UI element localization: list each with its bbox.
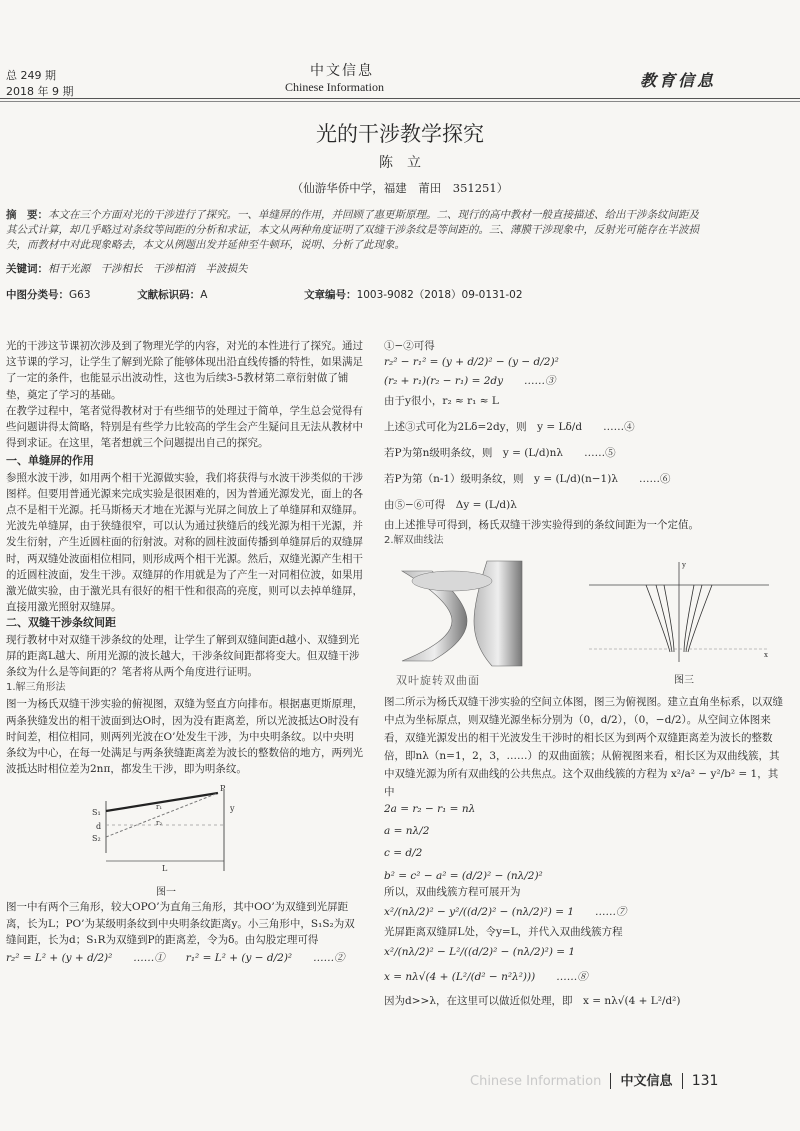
section-1-title: 一、单缝屏的作用	[6, 454, 94, 468]
issue-number: 总 249 期	[6, 69, 56, 82]
figure-1	[6, 781, 364, 899]
header-rule-2	[0, 101, 800, 102]
subsection-1-title: 1.解三角形法	[6, 682, 66, 694]
affiliation: （仙游华侨中学，福建 莆田 351251）	[291, 181, 509, 195]
eq-line-10: 因为d>>λ，在这里可以做近似处理，即 x = nλ√(4 + L²/d²)	[384, 994, 681, 1007]
svg-text:r₁: r₁	[156, 803, 163, 812]
classification	[6, 288, 706, 303]
eq-line-2: 由于y很小，r₂ ≈ r₁ ≈ L	[384, 394, 499, 407]
keywords-text: 相干光源 干涉相长 干涉相消 半波损失	[48, 263, 248, 275]
author: 陈 立	[379, 155, 421, 171]
eq-line-8: 所以，双曲线簇方程可展开为	[384, 885, 521, 898]
article-label: 文章编号：	[304, 289, 357, 301]
issue-date: 2018 年 9 期	[6, 85, 74, 98]
eq-line-3: 上述③式可化为2Lδ=2dy，则 y = Lδ/d ……④	[384, 420, 635, 433]
eq-line-4: 若P为第n级明条纹，则 y = (L/d)nλ ……⑤	[384, 447, 616, 460]
equation-1-2: r₂² = L² + (y + d/2)² ……① r₁² = L² + (y − d/2)² ……②	[6, 952, 345, 965]
eq-line-6: 由⑤−⑥可得 Δy = (L/d)λ	[384, 499, 517, 512]
svg-text:r₂: r₂	[156, 819, 163, 828]
footer	[470, 1070, 790, 1092]
journal-title-cn: 中文信息	[310, 63, 374, 79]
doc-value: A	[200, 289, 208, 301]
footer-divider-2	[682, 1073, 683, 1089]
keywords	[6, 262, 706, 277]
equation-g: x²/(nλ/2)² − y²/((d/2)² − (nλ/2)²) = 1 ……⑦	[384, 906, 627, 919]
svg-text:d: d	[96, 822, 102, 832]
abstract-label: 摘 要：	[6, 209, 48, 221]
abstract	[6, 208, 706, 253]
subsection-2-title: 2.解双曲线法	[384, 534, 444, 546]
section-2-text: 现行教材中对双缝干涉条纹的处理，让学生了解到双缝间距d越小、双缝到光屏的距离L越大、所用光源的波长越大，干涉条纹间距都将变大。但双缝干涉条纹为什么是等间距的？笔者将从两个角度进行证明。	[6, 633, 360, 679]
article-value: 1003-9082（2018）09-0131-02	[356, 289, 523, 301]
eq-line-1: ①−②可得	[384, 340, 435, 352]
svg-text:y: y	[682, 561, 686, 570]
svg-text:y: y	[230, 804, 235, 814]
figure-1-diagram	[6, 781, 364, 885]
eq-line-5: 若P为第（n-1）级明条纹，则 y = (L/d)(n−1)λ ……⑥	[384, 473, 671, 486]
equation-a: r₂² − r₁² = (y + d/2)² − (y − d/2)²	[384, 356, 559, 369]
section-1-text: 参照水波干涉，如用两个相干光源做实验，我们将获得与水波干涉类似的干涉图样。但要用普通光源来完成实验是很困难的，因为普通光源发光，面上的各点不是相干光源。托马斯杨天才地在光源与光屏之间放上了单缝屏和双缝屏。光波先单缝屏，由于狭缝很窄，可以认为通过狭缝后的线光源为相干光源，并发生衍射，产生近圆柱面的衍射波。对称的圆柱波面传播到单缝屏后的双缝屏时，两双缝处波面相位相同，则形成两个相干光源。然后，双缝光源产生相干的近圆柱波面，发生干涉。双缝屏的作用就是为了产生一对同相位波，如果用激光做实验，由于激光具有很好的相干性和很高的亮度，则可以去掉单缝屏，直接用激光照射双缝屏。	[6, 471, 363, 614]
figure-3-caption: 图三	[674, 675, 694, 687]
doc-label: 文献标识码：	[137, 289, 201, 301]
right-column	[384, 338, 784, 1058]
intro-paragraph: 光的干涉这节课初次涉及到了物理光学的内容，对光的本性进行了探究。通过这节课的学习，让学生了解到光除了能够体现出沿直线传播的特性，如果满足了一定的条件，也能显示出波动性，这也为后续3-5教材第二章衍射做了铺垫，奠定了学习的基础。	[6, 340, 363, 401]
clc-label: 中图分类号：	[6, 289, 69, 301]
svg-text:x: x	[764, 651, 768, 660]
left-column	[6, 338, 364, 1058]
equation-f: b² = c² − a² = (d/2)² − (nλ/2)²	[384, 869, 543, 882]
footer-journal-cn: 中文信息	[620, 1074, 673, 1089]
svg-text:L: L	[162, 864, 168, 874]
clc-value: G63	[69, 289, 91, 301]
equation-i: x = nλ√(4 + (L²/(d² − n²λ²))) ……⑧	[384, 970, 588, 983]
footer-divider	[610, 1073, 611, 1089]
svg-text:P: P	[220, 784, 226, 794]
equation-h: x²/(nλ/2)² − L²/((d/2)² − (nλ/2)²) = 1	[384, 946, 576, 959]
figure-2-hyperboloid	[392, 551, 532, 671]
figure-3-hyperbolas	[584, 557, 774, 667]
figure-2-caption: 双叶旋转双曲面	[396, 674, 480, 688]
svg-text:S₂: S₂	[92, 834, 101, 844]
equation-d: a = nλ/2	[384, 825, 430, 838]
article-title: 光的干涉教学探究	[316, 122, 484, 146]
hyperbola-paragraph: 图二所示为杨氏双缝干涉实验的空间立体图，图三为俯视图。建立直角坐标系，以双缝中点为坐标原点，则双缝光源坐标分别为（0，d/2），（0，−d/2）。从空间立体图来看，双缝光源发出的相干光波发生干涉时的相长区为到两个双缝距离差为波长的整数倍，即nλ（n=1，2，3，……）的双曲面簇；从俯视图来看，相长区为双曲线簇，其中双缝光源为所有双曲线的公共焦点。这个双曲线簇的方程为 x²/a² − y²/b² = 1，其中	[384, 696, 783, 799]
intro-paragraph-2: 在教学过程中，笔者觉得教材对于有些细节的处理过于简单，学生总会觉得有些问题讲得太简略，特别是有些学力比较高的学生会产生疑问且无法从教材中得到求证。在这里，笔者想就三个问题提出自己的探究。	[6, 404, 363, 450]
svg-text:S₁: S₁	[92, 808, 101, 818]
figures-2-3	[384, 551, 784, 691]
equation-e: c = d/2	[384, 847, 423, 860]
eq-line-9: 光屏距离双缝屏L处，令y=L，并代入双曲线簇方程	[384, 926, 623, 939]
footer-journal-en: Chinese Information	[470, 1074, 602, 1089]
header-rule	[0, 98, 800, 99]
figure-1-text: 图一中有两个三角形，较大OPO’为直角三角形，其中OO’为双缝到光屏距离，长为L；PO’为某级明条纹到中央明条纹距离y。小三角形中，S₁S₂为双缝间距，长为d；S₁R为双缝到P的距离差，令为δ。由勾股定理可得	[6, 901, 355, 946]
page-number: 131	[691, 1073, 719, 1089]
subsection-1-text: 图一为杨氏双缝干涉实验的俯视图，双缝为竖直方向排布。根据惠更斯原理，两条狭缝发出的相干波面到达O时，因为没有距离差，所以光波抵达O时没有时间差，相位相同，则两列光波在O’处发生干涉，为中央明条纹。以中央明条纹为中心，在每一处满足与两条狭缝距离差为波长的整数倍的地方，两列光波抵达时相位差为2nπ，都发生干涉，即为明条纹。	[6, 698, 363, 776]
eq-line-7: 由上述推导可得到，杨氏双缝干涉实验得到的条纹间距为一个定值。	[384, 518, 699, 531]
equation-c: 2a = r₂ − r₁ = nλ	[384, 803, 476, 816]
abstract-text: 本文在三个方面对光的干涉进行了探究。一、单缝屏的作用，并回顾了惠更斯原理。二、现行的高中教材一般直接描述、给出干涉条纹间距及其公式计算，却几乎略过对条纹等间距的分析和求证，本文从两种角度证明了双缝干涉条纹是等间距的。三、薄膜干涉现象中，反射光可能存在半波损失，而教材中对此现象略去，本文从例题出发并延伸至牛顿环，说明、分析了此现象。	[6, 209, 699, 251]
section-label: 教育信息	[640, 71, 717, 90]
equation-b: (r₂ + r₁)(r₂ − r₁) = 2dy ……③	[384, 375, 556, 388]
figure-1-caption: 图一	[156, 887, 176, 899]
keywords-label: 关键词：	[6, 263, 48, 275]
section-2-title: 二、双缝干涉条纹间距	[6, 616, 116, 630]
journal-title-en: Chinese Information	[285, 80, 384, 94]
